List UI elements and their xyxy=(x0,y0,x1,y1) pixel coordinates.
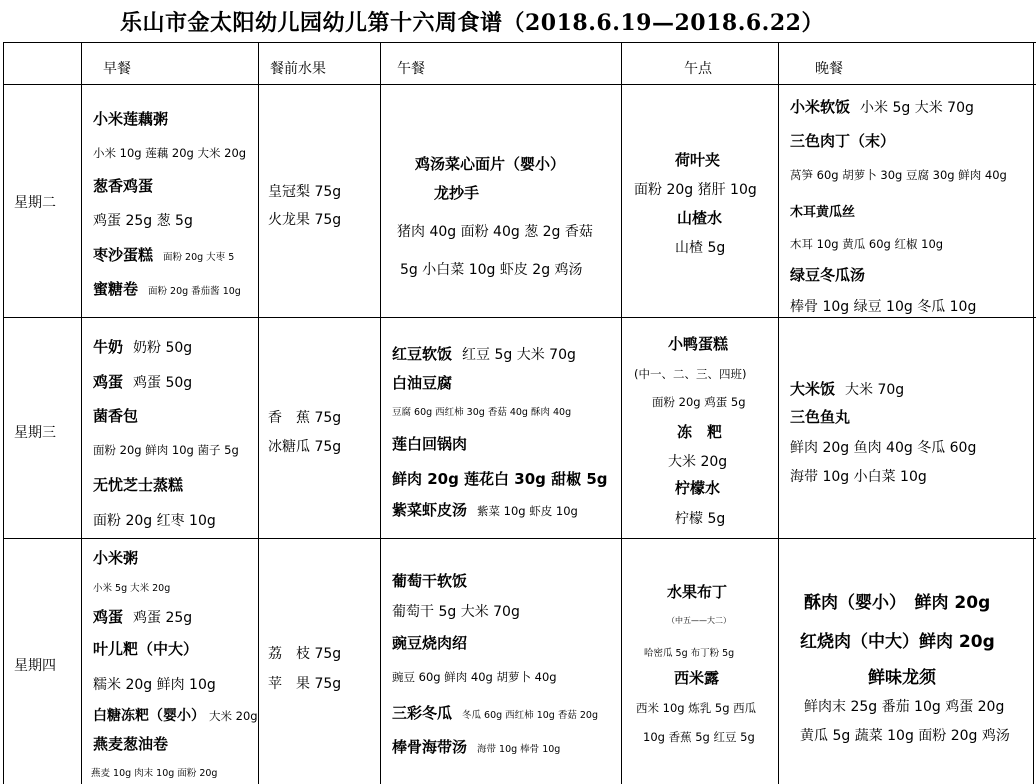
menu-line xyxy=(392,343,576,364)
ingredients: 豆腐 60g 西红柿 30g 香菇 40g 酥肉 40g xyxy=(392,407,572,418)
table-border-right xyxy=(1033,42,1034,784)
row-divider xyxy=(3,317,1036,318)
dish-name: 绿豆冬瓜汤 xyxy=(790,266,866,284)
fruit-item: 香 蕉 75g xyxy=(268,410,342,426)
dish-name: 鸡蛋 xyxy=(93,373,124,391)
menu-line xyxy=(790,378,904,399)
ingredients: 葡萄干 5g 大米 70g xyxy=(392,604,520,620)
dish-name: 山楂水 xyxy=(677,209,723,227)
ingredients: 莴笋 60g 胡萝卜 30g 豆腐 30g 鲜肉 40g xyxy=(790,168,1007,182)
dish-name: 燕麦葱油卷 xyxy=(93,735,169,753)
ingredients: 山楂 5g xyxy=(675,240,726,256)
dish-name: 柠檬水 xyxy=(675,479,721,497)
ingredients: 黄瓜 5g 蔬菜 10g 面粉 20g 鸡汤 xyxy=(800,728,1010,744)
dish-name: 小米粥 xyxy=(93,549,139,567)
ingredients: 鸡蛋 25g xyxy=(133,610,193,626)
ingredients: 糯米 20g 鲜肉 10g xyxy=(93,677,216,693)
dish-name: 牛奶 xyxy=(93,338,124,356)
ingredients: 5g 小白菜 10g 虾皮 2g 鸡汤 xyxy=(400,262,583,278)
dish-name: 龙抄手 xyxy=(434,184,480,202)
fruit-item: 火龙果 75g xyxy=(268,212,342,228)
dish-name: 木耳黄瓜丝 xyxy=(790,205,856,220)
menu-line xyxy=(93,244,234,265)
ingredients: 西米 10g 炼乳 5g 西瓜 xyxy=(636,701,757,715)
column-divider xyxy=(621,42,622,784)
menu-line xyxy=(392,702,598,723)
ingredients: 大米 70g xyxy=(845,382,905,398)
dish-name: 白油豆腐 xyxy=(392,374,453,392)
dish-name: 豌豆烧肉绍 xyxy=(392,634,468,652)
menu-line xyxy=(392,736,560,757)
dish-name: 大米饭 xyxy=(790,380,836,398)
dish-name: 小鸭蛋糕 xyxy=(668,335,729,353)
dish-name: 酥肉（婴小） 鲜肉 20g xyxy=(804,593,991,613)
ingredients: 面粉 20g 鸡蛋 5g xyxy=(652,395,746,409)
table-border-left xyxy=(3,42,4,784)
ingredients: 面粉 20g 鲜肉 10g 菌子 5g xyxy=(93,443,239,457)
column-divider xyxy=(81,42,82,784)
dish-name: 棒骨海带汤 xyxy=(392,738,468,756)
ingredients: 大米 20g xyxy=(209,709,258,723)
dish-name: 无忧芝士蒸糕 xyxy=(93,476,184,494)
dish-name: 冻 粑 xyxy=(677,423,723,441)
ingredients: 海带 10g 棒骨 10g xyxy=(477,744,561,755)
dish-name: 小米莲藕粥 xyxy=(93,110,169,128)
ingredients: 面粉 20g 红枣 10g xyxy=(93,513,216,529)
dish-name: 三色鱼丸 xyxy=(790,408,851,426)
page-title: 乐山市金太阳幼儿园幼儿第十六周食谱（2018.6.19—2018.6.22） xyxy=(120,10,824,36)
menu-line xyxy=(93,705,258,725)
dish-name: 三色肉丁（末） xyxy=(790,132,896,150)
dish-name: 叶儿粑（中大） xyxy=(93,640,199,658)
fruit-item: 冰糖瓜 75g xyxy=(268,439,342,455)
header-breakfast: 早餐 xyxy=(103,61,131,77)
ingredients: 小米 5g 大米 70g xyxy=(860,100,974,116)
header-snack: 午点 xyxy=(684,61,712,77)
column-divider xyxy=(778,42,779,784)
ingredients: 海带 10g 小白菜 10g xyxy=(790,469,927,485)
dish-name: 红烧肉（中大）鲜肉 20g xyxy=(800,632,995,652)
ingredients: 豌豆 60g 鲜肉 40g 胡萝卜 40g xyxy=(392,670,557,684)
dish-name: 菌香包 xyxy=(93,407,139,425)
ingredients: 面粉 20g 大枣 5 xyxy=(163,252,235,263)
table-border-top xyxy=(3,42,1036,43)
ingredients: 小米 10g 莲藕 20g 大米 20g xyxy=(93,146,247,160)
dish-name: 白糖冻粑（婴小） xyxy=(93,708,205,724)
class-note: （中五——大二） xyxy=(667,616,731,625)
row-divider xyxy=(3,84,1036,85)
day-label: 星期三 xyxy=(14,425,56,441)
ingredients: 面粉 20g 猪肝 10g xyxy=(634,182,757,198)
menu-line xyxy=(93,371,192,392)
menu-line xyxy=(392,499,578,520)
dish-name: 蜜糖卷 xyxy=(93,280,139,298)
dish-name: 鲜味龙须 xyxy=(868,668,936,688)
ingredients: 木耳 10g 黄瓜 60g 红椒 10g xyxy=(790,237,944,251)
menu-line xyxy=(93,336,192,357)
dish-name: 西米露 xyxy=(674,669,720,687)
ingredients: 面粉 20g 番茄酱 10g xyxy=(148,286,241,297)
fruit-item: 皇冠梨 75g xyxy=(268,184,342,200)
dish-name: 紫菜虾皮汤 xyxy=(392,501,468,519)
fruit-item: 苹 果 75g xyxy=(268,676,342,692)
ingredients: 柠檬 5g xyxy=(675,511,726,527)
dish-name: 鸡汤菜心面片（婴小） xyxy=(415,155,566,173)
dish-name: 荷叶夹 xyxy=(675,151,721,169)
dish-name: 水果布丁 xyxy=(667,583,728,601)
header-fruit: 餐前水果 xyxy=(270,61,326,77)
dish-name: 三彩冬瓜 xyxy=(392,704,453,722)
dish-name: 葱香鸡蛋 xyxy=(93,177,154,195)
ingredients: 燕麦 10g 肉末 10g 面粉 20g xyxy=(91,768,218,779)
ingredients: 冬瓜 60g 西红柿 10g 香菇 20g xyxy=(462,710,598,721)
ingredients: 奶粉 50g xyxy=(133,340,193,356)
menu-line xyxy=(93,278,241,299)
ingredients: 鸡蛋 25g 葱 5g xyxy=(93,213,193,229)
dish-name: 葡萄干软饭 xyxy=(392,572,468,590)
column-divider xyxy=(380,42,381,784)
ingredients: 鸡蛋 50g xyxy=(133,375,193,391)
dish-name: 莲白回锅肉 xyxy=(392,435,468,453)
class-note: (中一、二、三、四班) xyxy=(634,367,747,381)
ingredients: 小米 5g 大米 20g xyxy=(93,583,171,594)
ingredients: 鲜肉末 25g 番茄 10g 鸡蛋 20g xyxy=(804,699,1005,715)
column-divider xyxy=(258,42,259,784)
ingredients: 哈密瓜 5g 布丁粉 5g xyxy=(644,648,735,659)
dish-name: 小米软饭 xyxy=(790,98,851,116)
ingredients: 紫菜 10g 虾皮 10g xyxy=(477,504,578,518)
dish-name: 鲜肉 20g 莲花白 30g 甜椒 5g xyxy=(392,470,608,488)
header-dinner: 晚餐 xyxy=(815,61,843,77)
dish-name: 鸡蛋 xyxy=(93,608,124,626)
dish-name: 红豆软饭 xyxy=(392,345,453,363)
row-divider xyxy=(3,538,1036,539)
menu-line xyxy=(93,606,192,627)
ingredients: 大米 20g xyxy=(668,454,728,470)
ingredients: 棒骨 10g 绿豆 10g 冬瓜 10g xyxy=(790,299,977,315)
ingredients: 红豆 5g 大米 70g xyxy=(462,347,576,363)
ingredients: 猪肉 40g 面粉 40g 葱 2g 香菇 xyxy=(397,224,593,240)
ingredients: 鲜肉 20g 鱼肉 40g 冬瓜 60g xyxy=(790,440,977,456)
menu-line xyxy=(790,96,974,117)
dish-name: 枣沙蛋糕 xyxy=(93,246,154,264)
fruit-item: 荔 枝 75g xyxy=(268,646,342,662)
day-label: 星期四 xyxy=(14,658,56,674)
ingredients: 10g 香蕉 5g 红豆 5g xyxy=(643,730,755,744)
header-lunch: 午餐 xyxy=(397,61,425,77)
day-label: 星期二 xyxy=(14,195,56,211)
